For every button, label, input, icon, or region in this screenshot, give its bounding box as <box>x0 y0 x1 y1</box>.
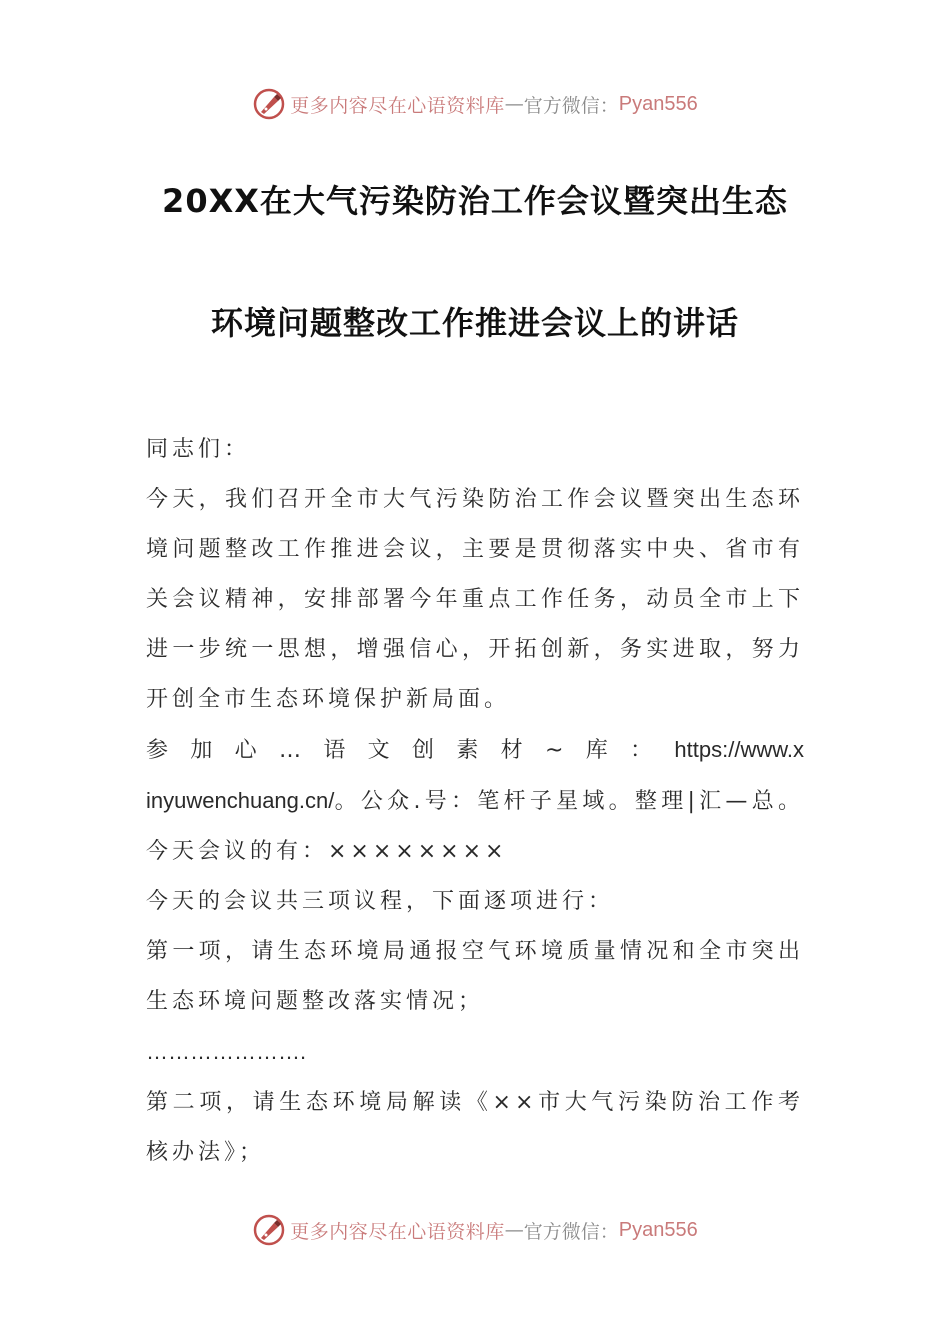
watermark-official: 官方微信： <box>523 1220 619 1243</box>
pen-nib-icon <box>252 87 286 121</box>
paragraph-intro: 今天，我们召开全市大气污染防治工作会议暨突出生态环境问题整改工作推进会议，主要是贯彻落实中央、省市有关会议精神，安排部署今年重点工作任务，动员全市上下进一步统一思想，增强信心，开拓创新，务实进取，努力开创全市生态环境保护新局面。 <box>146 487 804 712</box>
document-body <box>146 425 804 1178</box>
footer-watermark <box>0 1210 950 1250</box>
header-watermark <box>0 84 950 124</box>
watermark-official: 官方微信： <box>523 94 619 117</box>
pen-nib-icon <box>252 1213 286 1247</box>
dots-separator <box>146 1027 804 1078</box>
agenda-item-2: 第二项，请生态环境局解读《××市大气污染防治工作考核办法》； <box>146 1090 804 1165</box>
ad-spaced-text: 参加心…语文创素材~库： <box>146 738 675 763</box>
greeting: 同志们： <box>146 437 251 462</box>
document-title-line2: 环境问题整改工作推进会议上的讲话 <box>210 304 739 342</box>
watermark-brand: 更多内容尽在心语资料库 <box>290 94 505 117</box>
ad-rest-text: 。公众.号：笔杆子星域。整理|汇—总。今天会议的有：×××××××× <box>146 789 804 864</box>
paragraph-ad <box>146 725 804 877</box>
paragraph-agenda: 今天的会议共三项议程，下面逐项进行： <box>146 889 615 914</box>
watermark-separator: — <box>504 1219 524 1241</box>
watermark-wechat-id: Pyan556 <box>618 92 698 115</box>
watermark-separator: — <box>504 93 524 115</box>
agenda-item-1: 第一项，请生态环境局通报空气环境质量情况和全市突出生态环境问题整改落实情况； <box>146 939 804 1014</box>
ad-url: https://www.xinyuwenchuang.cn/ <box>146 737 804 813</box>
dots-text: …………………. <box>146 1039 307 1064</box>
watermark-brand: 更多内容尽在心语资料库 <box>290 1220 505 1243</box>
document-title-line1: 20XX在大气污染防治工作会议暨突出生态 <box>162 182 788 220</box>
watermark-wechat-id: Pyan556 <box>618 1218 698 1241</box>
